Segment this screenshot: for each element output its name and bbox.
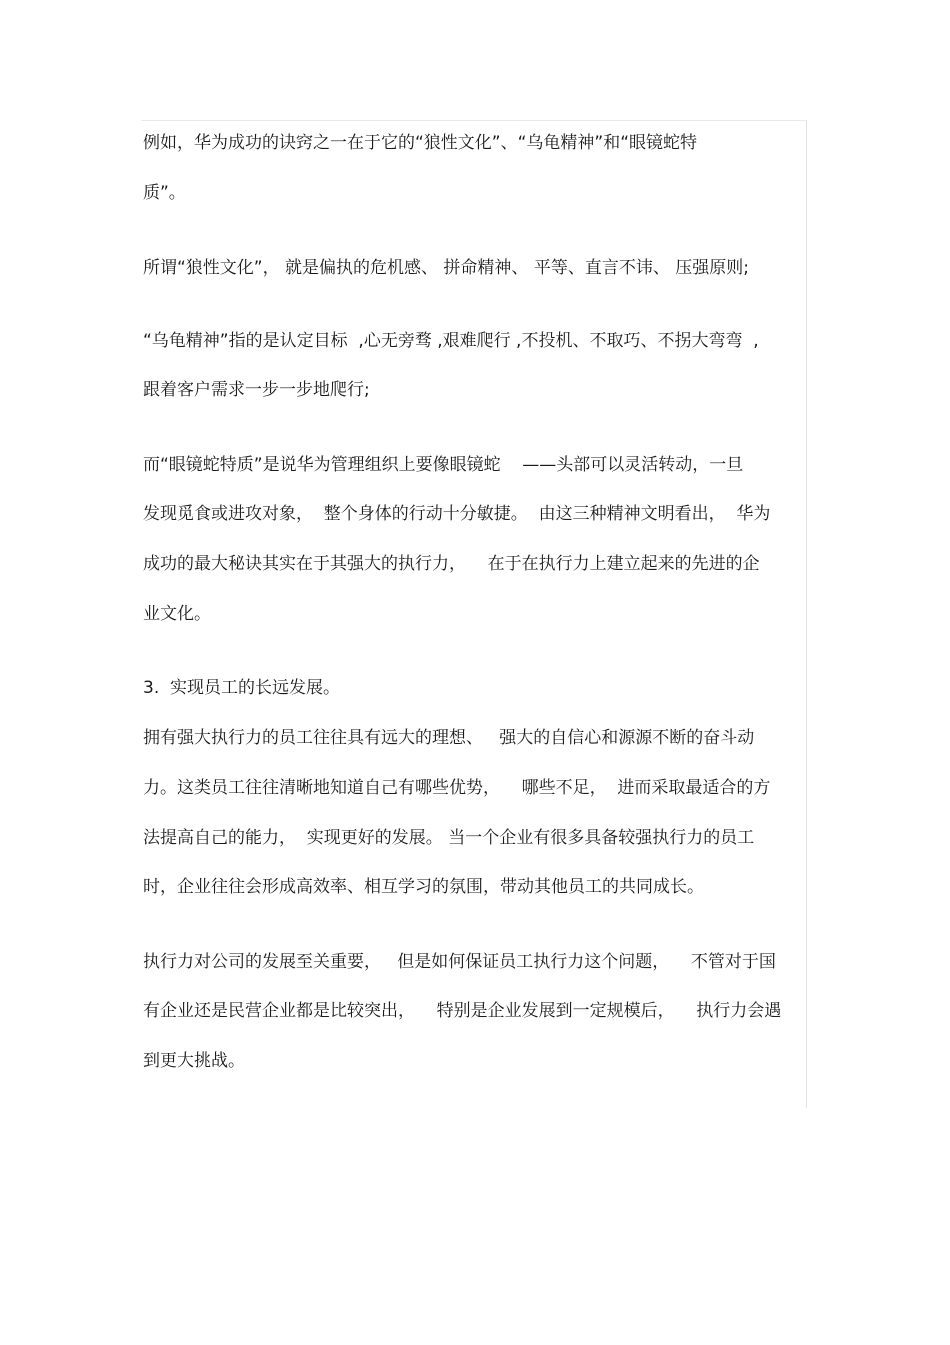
- paragraph-4-line-3: 成功的最大秘诀其实在于其强大的执行力， 在于在执行力上建立起来的先进的企: [143, 554, 760, 574]
- paragraph-4-line-1: 而“眼镜蛇特质”是说华为管理组织上要像眼镜蛇 ——头部可以灵活转动，一旦: [143, 455, 744, 475]
- paragraph-1-line-1: 例如，华为成功的诀窍之一在于它的“狼性文化”、“乌龟精神”和“眼镜蛇特: [143, 133, 698, 153]
- paragraph-6-line-1: 执行力对公司的发展至关重要， 但是如何保证员工执行力这个问题， 不管对于国: [143, 952, 776, 972]
- paragraph-5-line-3: 法提高自己的能力， 实现更好的发展。 当一个企业有很多具备较强执行力的员工: [143, 828, 755, 848]
- paragraph-6-line-3: 到更大挑战。: [143, 1051, 245, 1071]
- paragraph-2-line-1: 所谓“狼性文化”， 就是偏执的危机感、 拼命精神、 平等、直言不讳、 压强原则;: [143, 258, 749, 278]
- paragraph-1-line-2: 质”。: [143, 183, 186, 203]
- paragraph-5-line-4: 时，企业往往会形成高效率、相互学习的氛围，带动其他员工的共同成长。: [143, 877, 704, 897]
- paragraph-5-line-1: 拥有强大执行力的员工往往具有远大的理想、 强大的自信心和源源不断的奋斗动: [143, 728, 755, 748]
- paragraph-4-line-4: 业文化。: [143, 604, 211, 624]
- paragraph-3-line-2: 跟着客户需求一步一步地爬行;: [143, 380, 370, 400]
- paragraph-5-line-2: 力。这类员工往往清晰地知道自己有哪些优势， 哪些不足， 进而采取最适合的方: [143, 778, 771, 798]
- paragraph-6-line-2: 有企业还是民营企业都是比较突出， 特别是企业发展到一定规模后， 执行力会遇: [143, 1001, 782, 1021]
- paragraph-3-line-1: “乌龟精神”指的是认定目标 ,心无旁骛 ,艰难爬行 ,不投机、不取巧、不拐大弯弯 ,: [143, 331, 759, 351]
- section-heading-3: 3. 实现员工的长远发展。: [143, 678, 341, 698]
- paragraph-4-line-2: 发现觅食或进攻对象， 整个身体的行动十分敏捷。 由这三种精神文明看出， 华为: [143, 504, 771, 524]
